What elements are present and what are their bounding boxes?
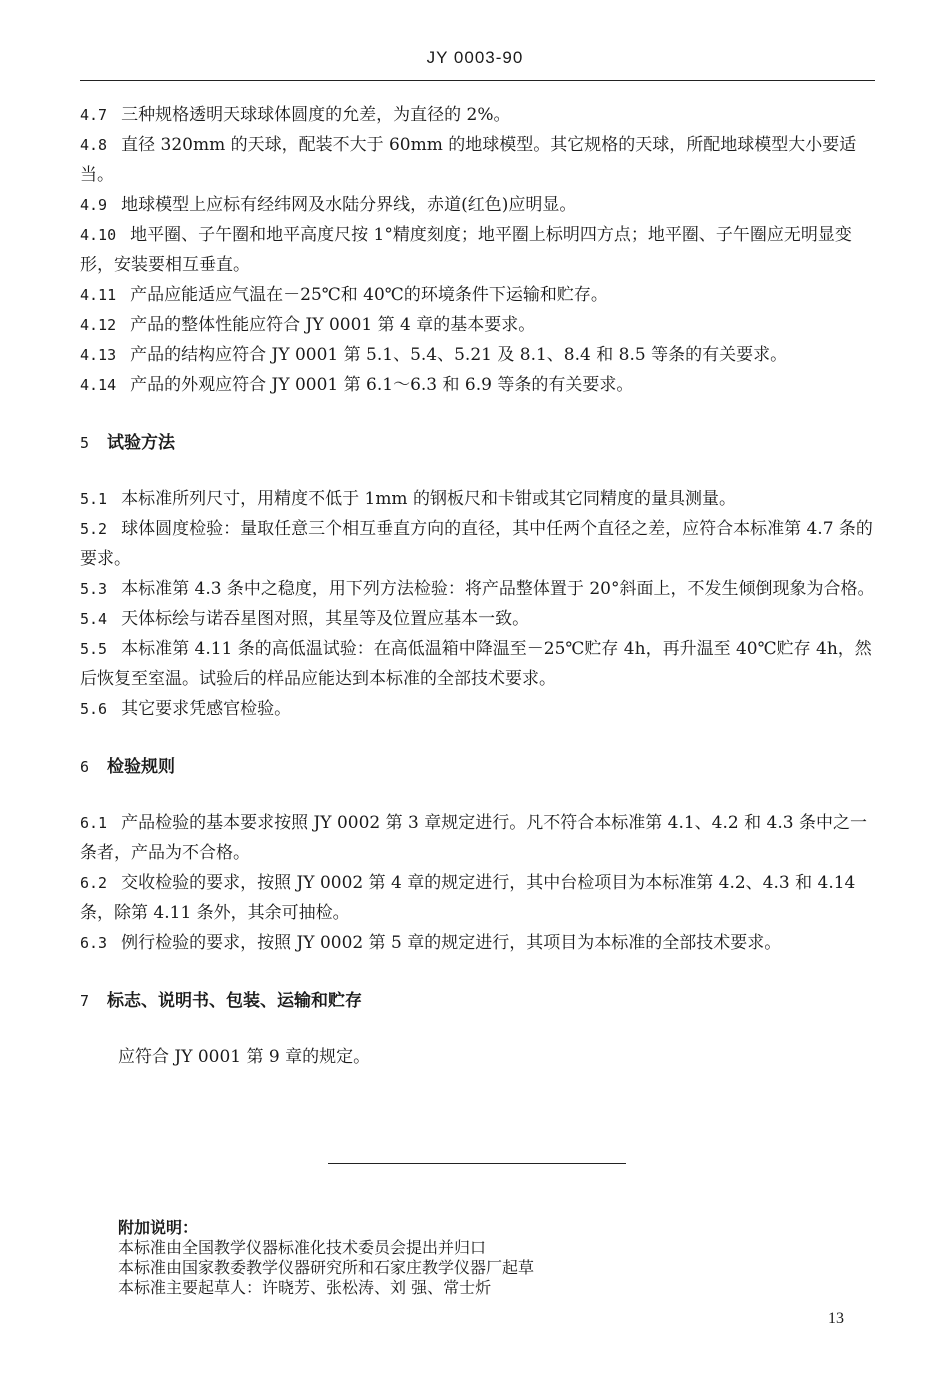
clause-list-6 (80, 808, 875, 958)
clause-text: 产品的整体性能应符合 JY 0001 第 4 章的基本要求。 (130, 315, 536, 335)
clause-number: 5.3 (80, 580, 108, 598)
notes-line: 本标准由全国教学仪器标准化技术委员会提出并归口 (118, 1238, 487, 1257)
section-number: 7 (80, 992, 90, 1010)
clause-number: 6.2 (80, 874, 108, 892)
clause-text: 交收检验的要求，按照 JY 0002 第 4 章的规定进行，其中台检项目为本标准第 4.2、4.3 和 4.14 条，除第 4.11 条外，其余可抽检。 (80, 873, 856, 923)
clause-number: 4.11 (80, 286, 117, 304)
clause-item (80, 634, 875, 694)
clause-item (80, 220, 875, 280)
clause-item (80, 868, 875, 928)
clause-text: 地平圈、子午圈和地平高度尺按 1°精度刻度；地平圈上标明四方点；地平圈、子午圈应无明显变形，安装要相互垂直。 (80, 225, 852, 275)
clause-text: 产品的外观应符合 JY 0001 第 6.1～6.3 和 6.9 等条的有关要求。 (130, 375, 634, 395)
clause-text: 本标准所列尺寸，用精度不低于 1mm 的钢板尺和卡钳或其它同精度的量具测量。 (121, 489, 736, 509)
notes-line: 本标准主要起草人：许晓芳、张松涛、刘 强、常士炘 (118, 1278, 492, 1297)
clause-number: 6.1 (80, 814, 108, 832)
clause-number: 4.14 (80, 376, 117, 394)
clause-text: 本标准第 4.11 条的高低温试验：在高低温箱中降温至－25℃贮存 4h，再升温至 40℃贮存 4h，然后恢复至室温。试验后的样品应能达到本标准的全部技术要求。 (80, 639, 872, 689)
clause-item (80, 190, 875, 220)
clause-text: 例行检验的要求，按照 JY 0002 第 5 章的规定进行，其项目为本标准的全部技术要求。 (121, 933, 782, 953)
clause-text: 地球模型上应标有经纬网及水陆分界线，赤道(红色)应明显。 (121, 195, 577, 215)
clause-text: 球体圆度检验：量取任意三个相互垂直方向的直径，其中任两个直径之差，应符合本标准第 4.7 条的要求。 (80, 519, 873, 569)
section-title: 标志、说明书、包装、运输和贮存 (107, 991, 363, 1011)
section-title: 试验方法 (107, 433, 176, 453)
clause-item (80, 928, 875, 958)
clause-item (80, 340, 875, 370)
content (80, 100, 875, 1072)
section-number: 5 (80, 434, 90, 452)
clause-number: 4.9 (80, 196, 108, 214)
notes-title: 附加说明： (118, 1218, 199, 1237)
clause-item (80, 100, 875, 130)
section-7-body: 应符合 JY 0001 第 9 章的规定。 (118, 1047, 371, 1067)
clause-number: 5.2 (80, 520, 108, 538)
header-rule (80, 80, 875, 81)
clause-item (80, 370, 875, 400)
clause-text: 三种规格透明天球球体圆度的允差，为直径的 2%。 (121, 105, 511, 125)
clause-number: 5.6 (80, 700, 108, 718)
clause-text: 其它要求凭感官检验。 (121, 699, 292, 719)
clause-number: 4.10 (80, 226, 117, 244)
clause-item (80, 280, 875, 310)
section-heading-5 (80, 428, 875, 458)
additional-notes (118, 1218, 818, 1298)
clause-number: 5.4 (80, 610, 108, 628)
clause-text: 本标准第 4.3 条中之稳度，用下列方法检验：将产品整体置于 20°斜面上，不发生倾倒现象为合格。 (121, 579, 875, 599)
header-title: JY 0003-90 (426, 48, 524, 67)
clause-item (80, 484, 875, 514)
clause-item (80, 694, 875, 724)
separator-rule (328, 1163, 626, 1164)
clause-item (80, 514, 875, 574)
clause-number: 5.1 (80, 490, 108, 508)
clause-item (80, 574, 875, 604)
clause-text: 产品应能适应气温在－25℃和 40℃的环境条件下运输和贮存。 (130, 285, 608, 305)
section-title: 检验规则 (107, 757, 176, 777)
clause-item (80, 310, 875, 340)
clause-number: 6.3 (80, 934, 108, 952)
clause-text: 产品的结构应符合 JY 0001 第 5.1、5.4、5.21 及 8.1、8.4 和 8.5 等条的有关要求。 (130, 345, 788, 365)
clause-number: 5.5 (80, 640, 108, 658)
clause-item (80, 130, 875, 190)
clause-list-4 (80, 100, 875, 400)
clause-text: 天体标绘与诺吞星图对照，其星等及位置应基本一致。 (121, 609, 530, 629)
clause-text: 产品检验的基本要求按照 JY 0002 第 3 章规定进行。凡不符合本标准第 4.1、4.2 和 4.3 条中之一条者，产品为不合格。 (80, 813, 867, 863)
clause-number: 4.12 (80, 316, 117, 334)
page-number: 13 (828, 1310, 844, 1327)
clause-item (80, 604, 875, 634)
section-number: 6 (80, 758, 90, 776)
notes-line: 本标准由国家教委教学仪器研究所和石家庄教学仪器厂起草 (118, 1258, 535, 1277)
clause-number: 4.8 (80, 136, 108, 154)
clause-number: 4.7 (80, 106, 108, 124)
clause-item (80, 808, 875, 868)
clause-list-5 (80, 484, 875, 724)
clause-number: 4.13 (80, 346, 117, 364)
clause-text: 直径 320mm 的天球，配装不大于 60mm 的地球模型。其它规格的天球，所配地球模型大小要适当。 (80, 135, 857, 185)
section-heading-7 (80, 986, 875, 1016)
section-heading-6 (80, 752, 875, 782)
